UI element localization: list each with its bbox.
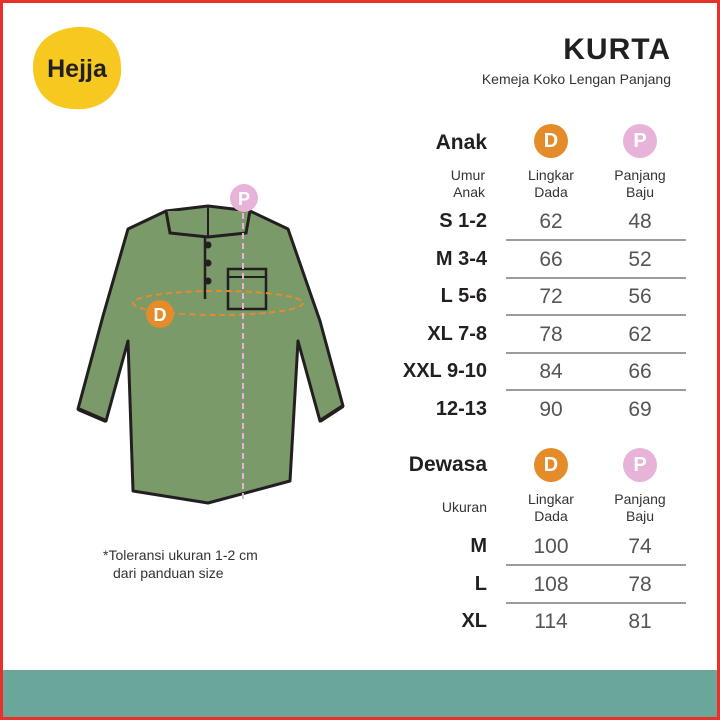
anak-row-label: S 1-2 xyxy=(439,210,487,232)
dewasa-panjang-baju-value: 81 xyxy=(628,610,652,633)
dewasa-row-label: L xyxy=(474,572,487,595)
anak-panjang-baju-value: 66 xyxy=(628,360,652,383)
dewasa-lingkar-dada-value: 108 xyxy=(533,572,569,596)
badge-p-anak: P xyxy=(623,124,657,158)
col-header-panjang-baju-anak: Panjang Baju xyxy=(614,167,666,200)
anak-lingkar-dada-value: 66 xyxy=(539,247,563,271)
anak-row-label: L 5-6 xyxy=(440,285,487,307)
anak-row-divider xyxy=(506,314,686,316)
section-title-dewasa: Dewasa xyxy=(408,453,487,476)
anak-row-divider xyxy=(506,277,686,279)
tolerance-note xyxy=(103,546,258,582)
anak-row-divider xyxy=(506,352,686,354)
anak-lingkar-dada-value: 90 xyxy=(539,397,563,421)
anak-row-label: 12-13 xyxy=(435,397,487,420)
shirt-d-label: D xyxy=(153,305,167,325)
badge-d-dewasa: D xyxy=(534,448,568,482)
page-subtitle: Kemeja Koko Lengan Panjang xyxy=(481,71,671,87)
anak-lingkar-dada-value: 84 xyxy=(539,360,563,383)
anak-row-label: XL 7-8 xyxy=(427,322,487,345)
col-header-panjang-baju-dewasa: Panjang Baju xyxy=(614,491,666,524)
badge-d-anak: D xyxy=(534,124,568,158)
page-title: KURTA xyxy=(563,33,671,66)
anak-panjang-baju-value: 52 xyxy=(628,247,652,271)
anak-row-label: XXL 9-10 xyxy=(402,360,487,382)
note-line-2: dari panduan size xyxy=(113,565,224,581)
anak-panjang-baju-value: 48 xyxy=(628,210,652,233)
anak-lingkar-dada-value: 78 xyxy=(539,322,563,346)
dewasa-panjang-baju-value: 78 xyxy=(628,572,652,596)
col-header-lingkar-dada-dewasa: Lingkar Dada xyxy=(528,491,574,524)
anak-row-divider xyxy=(506,389,686,391)
anak-panjang-baju-value: 69 xyxy=(628,397,652,421)
dewasa-row-divider xyxy=(506,602,686,604)
anak-lingkar-dada-value: 62 xyxy=(539,210,563,233)
badge-p-dewasa: P xyxy=(623,448,657,482)
col-header-lingkar-dada-anak: Lingkar Dada xyxy=(528,167,574,200)
shirt-illustration xyxy=(58,181,358,511)
footer-band xyxy=(3,670,717,717)
shirt-p-label: P xyxy=(237,189,251,209)
anak-panjang-baju-value: 62 xyxy=(628,322,652,346)
row-header-anak: Umur Anak xyxy=(450,167,485,200)
dewasa-row-label: M xyxy=(470,535,487,557)
note-line-1: *Toleransi ukuran 1-2 cm xyxy=(103,547,258,563)
anak-panjang-baju-value: 56 xyxy=(628,285,652,308)
logo-text: Hejja xyxy=(47,55,107,83)
dewasa-lingkar-dada-value: 114 xyxy=(534,610,568,633)
row-header-dewasa: Ukuran xyxy=(441,499,487,515)
dewasa-panjang-baju-value: 74 xyxy=(628,535,652,558)
dewasa-row-divider xyxy=(506,564,686,566)
anak-row-label: M 3-4 xyxy=(435,247,487,270)
dewasa-lingkar-dada-value: 100 xyxy=(533,535,569,558)
brand-logo xyxy=(31,25,123,111)
anak-lingkar-dada-value: 72 xyxy=(539,285,563,308)
dewasa-row-label: XL xyxy=(461,610,487,632)
section-title-anak: Anak xyxy=(435,131,487,154)
anak-row-divider xyxy=(506,239,686,241)
